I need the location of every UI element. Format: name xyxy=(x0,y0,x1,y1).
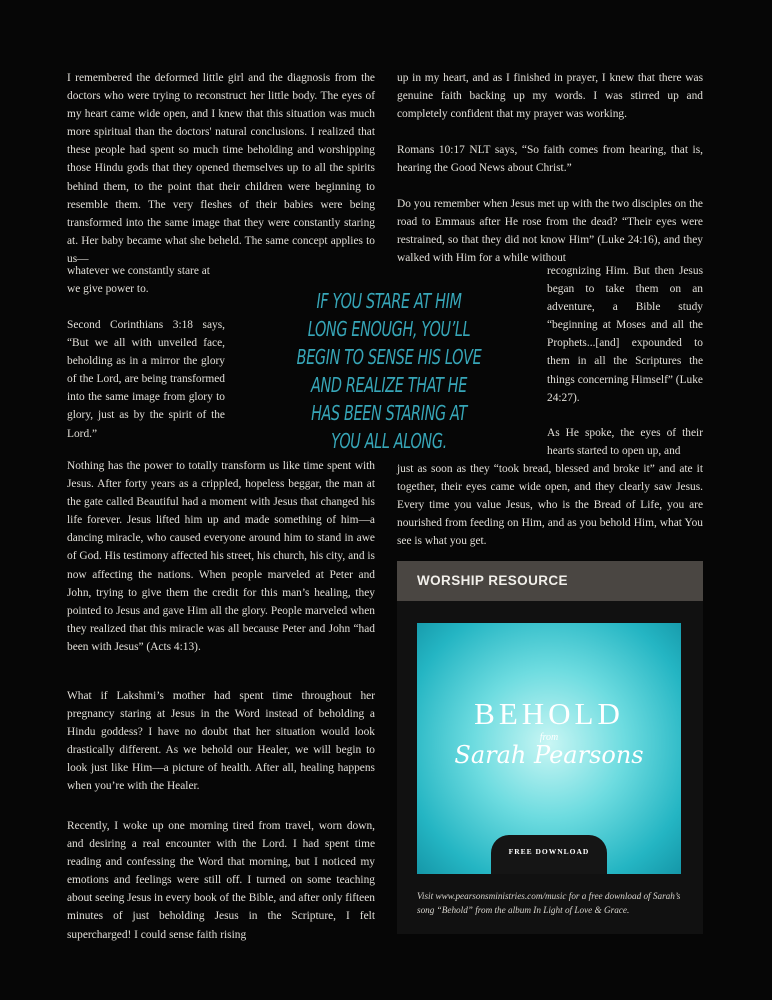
album-title: BEHOLD xyxy=(474,696,624,731)
left-para-1-tail-a: whatever we constantly stare at xyxy=(67,265,210,277)
right-para-3: Do you remember when Jesus met up with the two disciples on the road to Emmaus after He rose from the dead? “Their eyes were restrained, so that they did not know Him” (Luke 24:16), and they walked with Him for a while without xyxy=(397,198,703,265)
left-para-1: I remembered the deformed little girl and the diagnosis from the doctors who were trying to reconstruct her little body. The eyes of my heart came wide open, and I knew that this situation was much more spiritual than the doctors' natural conclusions. I realized that these people had spent so much time beholding and worshipping those Hindu gods that they opened themselves up to all the spirits behind them, to the point that their children were beginning to resemble them. The very fleshes of their babies were being transformed into the same image that they were constantly staring at. Her baby became what she beheld. The same concept applies to us— xyxy=(67,72,375,265)
free-download-label: FREE DOWNLOAD xyxy=(508,847,590,856)
right-para-2: Romans 10:17 NLT says, “So faith comes from hearing, that is, hearing the Good News about Christ.” xyxy=(397,144,703,175)
left-para-5: Recently, I woke up one morning tired from travel, worn down, and desiring a real encounter with the Lord. I had spent time reading and confessing the Word that morning, but I noticed my emotions and feelings were still off. I turned on some teaching about seeing Jesus in every book of the Bible, and after only fifteen minutes of just beholding Jesus in the Scripture, I felt supercharged! I could sense faith rising xyxy=(67,820,375,941)
free-download-button[interactable] xyxy=(491,835,607,874)
right-para-4: just as soon as they “took bread, blessed and broke it” and ate it together, their eyes came wide open, and they clearly saw Jesus. Every time you value Jesus, who is the Bread of Life, you are nourished from feeding on Him, and as you behold Him, what You see is what you get. xyxy=(397,463,703,548)
resource-heading: WORSHIP RESOURCE xyxy=(397,561,703,601)
left-para-4: What if Lakshmi’s mother had spent time throughout her pregnancy staring at Jesus in the Word instead of beholding a Hindu goddess? I have no doubt that her situation would look drastically different. As we behold our Healer, we will begin to look just like Him—a picture of health. After all, healing happens when you’re with the Healer. xyxy=(67,690,375,793)
album-artist: Sarah Pearsons xyxy=(454,741,644,769)
left-para-2: Second Corinthians 3:18 says, “But we all with unveiled face, beholding as in a mirror the glory of the Lord, are being transformed into the same image from glory to glory, just as by the spirit of the Lord.” xyxy=(67,319,225,440)
right-para-1: up in my heart, and as I finished in prayer, I knew that there was genuine faith backing up my words. I was stirred up and completely confident that my prayer was working. xyxy=(397,72,703,121)
worship-resource-box xyxy=(397,561,703,934)
resource-caption: Visit www.pearsonsministries.com/music for a free download of Sarah’s song “Behold” from the album In Light of Love & Grace. xyxy=(417,891,681,915)
left-para-3: Nothing has the power to totally transform us like time spent with Jesus. After forty years as a crippled, hopeless beggar, the man at the gate called Beautiful had a moment with Jesus that changed his life forever. Jesus lifted him up and made something of him—a dancing miracle, who caused everyone around him to stand in awe of God. His testimony affected his street, his church, his city, and is now affecting the nations. When people marveled at Peter and John, trying to give them the credit for this man’s healing, they pointed to Jesus and gave Him all the glory. People marveled when they realized that this miracle was all because Peter and John “had been with Jesus” (Acts 4:13). xyxy=(67,460,375,653)
left-para-1-tail-b: we give power to. xyxy=(67,283,149,295)
pull-quote: IF YOU STARE AT HIM LONG ENOUGH, YOU’LL BEGIN TO SENSE HIS LOVE AND REALIZE THAT HE HAS BEEN STARING AT YOU ALL ALONG. xyxy=(296,289,482,453)
right-para-4-narrow: As He spoke, the eyes of their hearts started to open up, and xyxy=(547,427,703,458)
album-from: from xyxy=(539,732,559,743)
album-cover[interactable] xyxy=(417,623,681,874)
right-para-3-narrow: recognizing Him. But then Jesus began to take them on an adventure, a Bible study “beginning at Moses and all the Prophets...[and] expounded to them in all the Scriptures the things concerning Himself” (Luke 24:27). xyxy=(547,265,703,404)
